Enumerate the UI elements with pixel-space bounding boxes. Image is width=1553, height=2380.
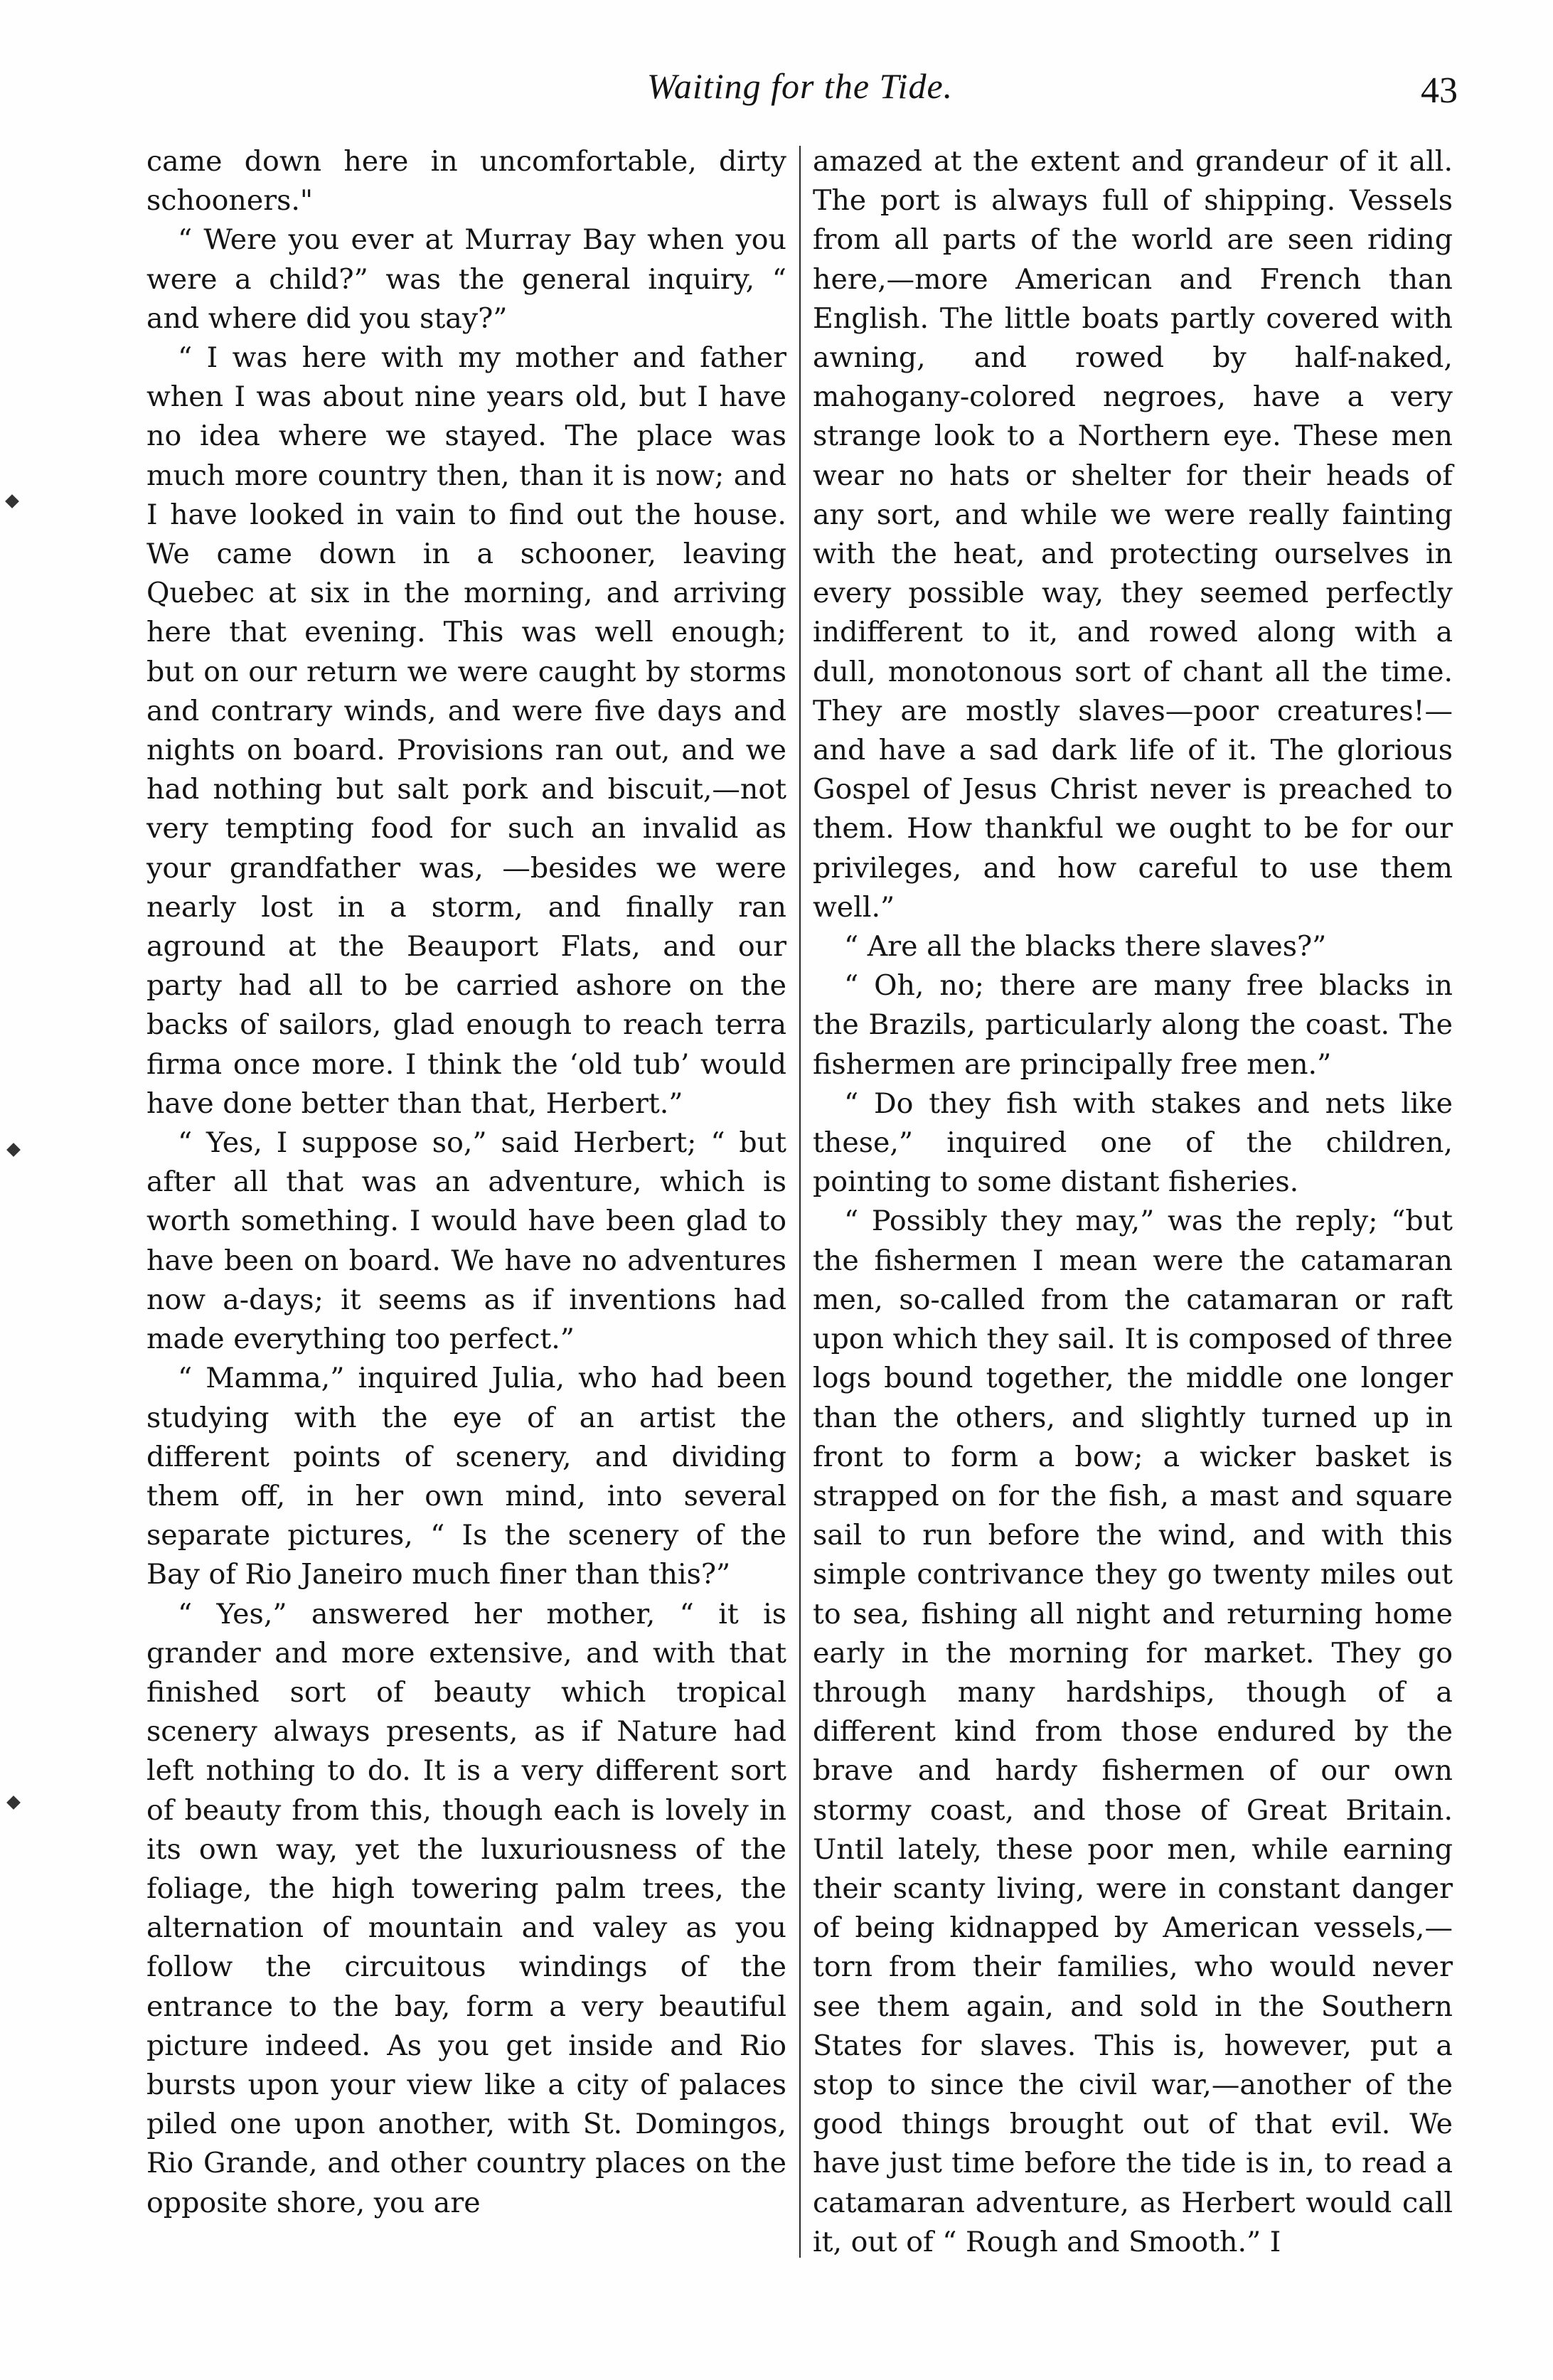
- column-divider: [799, 146, 801, 2258]
- paragraph: “ Mamma,” inquired Julia, who had been studying with the eye of an artist the different points of scenery, and dividing them off, in her own mind, into several separate pictures, “ Is the scenery of the Bay of Rio Janeiro much finer than this?”: [146, 1362, 786, 1591]
- paragraph: “ Were you ever at Murray Bay when you were a child?” was the general inquiry, “ and where did you stay?”: [146, 223, 786, 335]
- paragraph: “ Are all the blacks there slaves?”: [844, 930, 1327, 964]
- running-title: Waiting for the Tide.: [646, 66, 954, 106]
- right-column: [813, 142, 1453, 2262]
- paragraph: “ Do they fish with stakes and nets like these,” inquired one of the children, pointing to some distant fisheries.: [813, 1087, 1453, 1199]
- margin-mark: [5, 494, 19, 508]
- margin-mark: [6, 1795, 21, 1810]
- paragraph: “ Yes,” answered her mother, “ it is grander and more extensive, and with that finished sort of beauty which tropical scenery always presents, as if Nature had left nothing to do. It is a very different sort of beauty from this, though each is lovely in its own way, yet the luxuriousness of the foliage, the high towering palm trees, the alternation of mountain and valey as you follow the circuitous windings of the entrance to the bay, form a very beautiful picture indeed. As you get inside and Rio bursts upon your view like a city of palaces piled one upon another, with St. Domingos, Rio Grande, and other country places on the opposite shore, you are: [146, 1597, 786, 2219]
- page-number: 43: [1421, 70, 1458, 111]
- paragraph: came down here in uncomfortable, dirty schooners.": [146, 145, 786, 218]
- paragraph: “ Oh, no; there are many free blacks in the Brazils, particularly along the coast. The fishermen are principally free men.”: [813, 969, 1453, 1081]
- paragraph: “ I was here with my mother and father when I was about nine years old, but I have no idea where we stayed. The place was much more country then, than it is now; and I have looked in vain to find out the house. We came down in a schooner, leaving Quebec at six in the morning, and arriving here that evening. This was well enough; but on our return we were caught by storms and contrary winds, and were five days and nights on board. Provisions ran out, and we had nothing but salt pork and biscuit,—not very tempting food for such an invalid as your grandfather was, —besides we were nearly lost in a storm, and finally ran aground at the Beauport Flats, and our party had all to be carried ashore on the backs of sailors, glad enough to reach terra firma once more. I think the ‘old tub’ would have done better than that, Herbert.”: [146, 341, 786, 1120]
- paragraph: “ Possibly they may,” was the reply; “but the fishermen I mean were the catamaran men, so-called from the catamaran or raft upon which they sail. It is composed of three logs bound together, the middle one longer than the others, and slightly turned up in front to form a bow; a wicker basket is strapped on for the fish, a mast and square sail to run before the wind, and with this simple contrivance they go twenty miles out to sea, fishing all night and returning home early in the morning for market. They go through many hardships, though of a different kind from those endured by the brave and hardy fishermen of our own stormy coast, and those of Great Britain. Until lately, these poor men, while earning their scanty living, were in constant danger of being kidnapped by American vessels,—torn from their families, who would never see them again, and sold in the Southern States for slaves. This is, however, put a stop to since the civil war,—another of the good things brought out of that evil. We have just time before the tide is in, to read a catamaran adventure, as Herbert would call it, out of “ Rough and Smooth.” I: [813, 1205, 1453, 2258]
- page-header: [142, 65, 1458, 122]
- paragraph: amazed at the extent and grandeur of it all. The port is always full of shipping. Vessels from all parts of the world are seen riding here,—more American and French than English. The little boats partly covered with awning, and rowed by half-naked, mahogany-colored negroes, have a very strange look to a Northern eye. These men wear no hats or shelter for their heads of any sort, and while we were really fainting with the heat, and protecting ourselves in every possible way, they seemed perfectly indifferent to it, and rowed along with a dull, monotonous sort of chant all the time. They are mostly slaves—poor creatures!—and have a sad dark life of it. The glorious Gospel of Jesus Christ never is preached to them. How thankful we ought to be for our privileges, and how careful to use them well.”: [813, 145, 1453, 924]
- margin-mark: [6, 1143, 21, 1157]
- left-column: [146, 142, 786, 2223]
- paragraph: “ Yes, I suppose so,” said Herbert; “ but after all that was an adventure, which is worth something. I would have been glad to have been on board. We have no adventures now a-days; it seems as if inventions had made everything too perfect.”: [146, 1126, 786, 1356]
